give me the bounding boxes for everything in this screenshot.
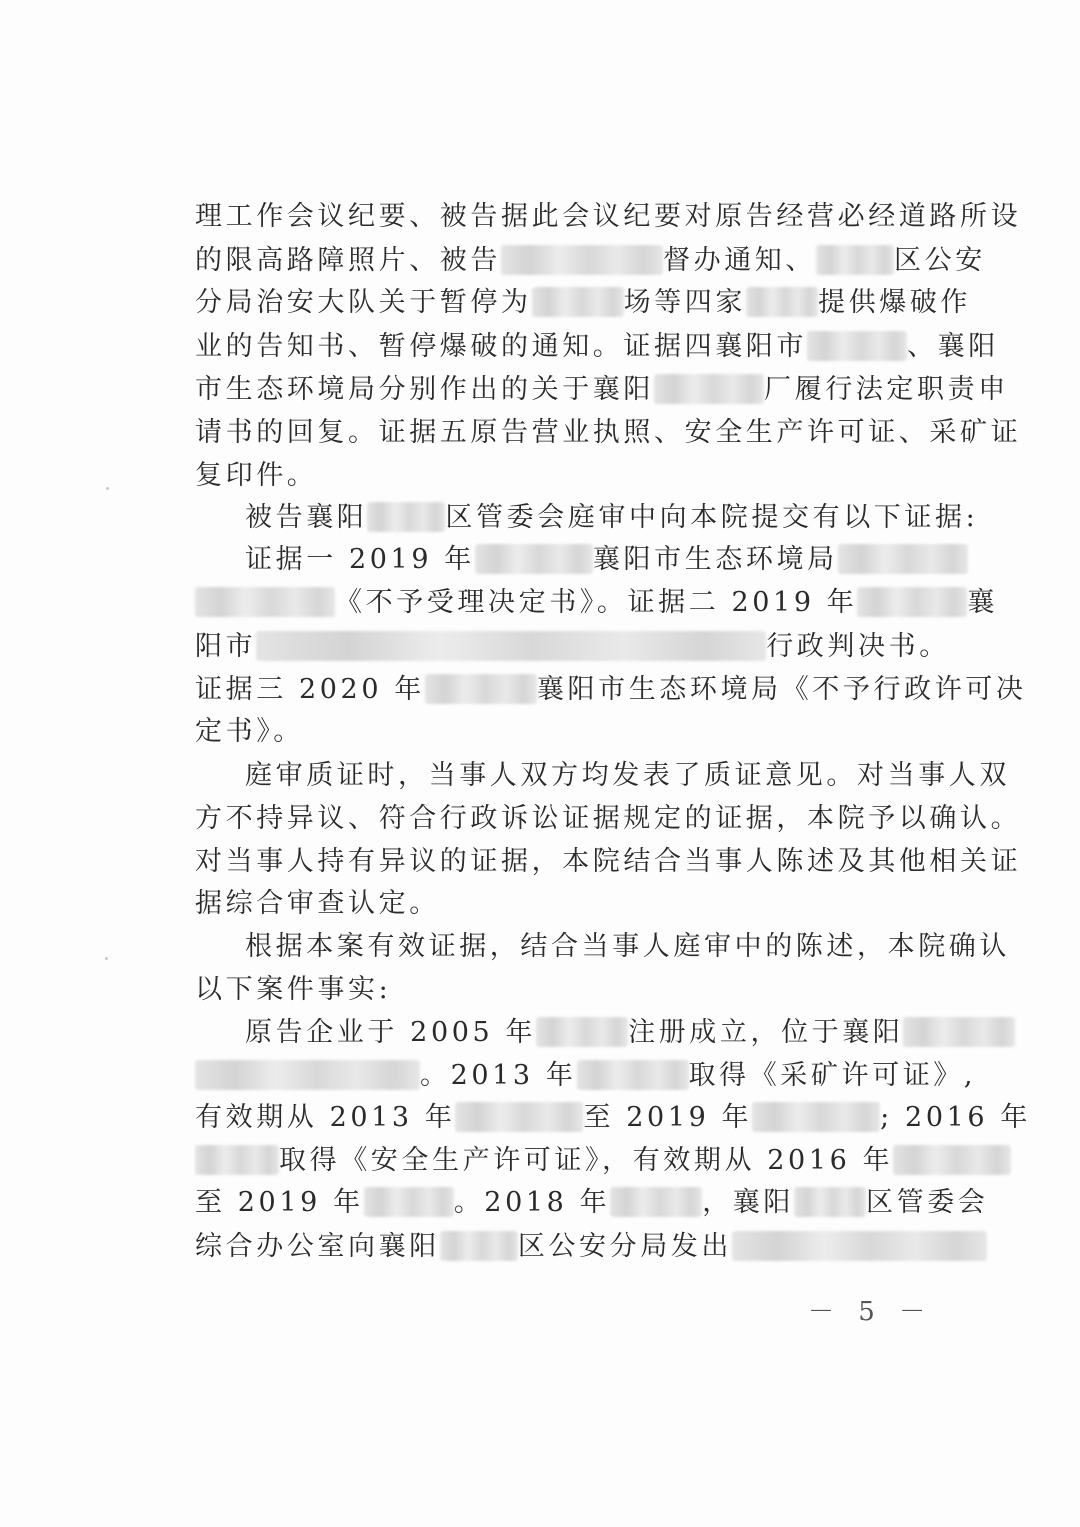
text-line: 方不持异议、符合行政诉讼证据规定的证据，本院予以确认。 [195,803,1022,834]
redaction-block [893,1145,1011,1175]
redaction-block [903,1017,1015,1047]
text-line: 业的告知书、暂停爆破的通知。证据四襄阳市 、襄阳 [195,331,999,362]
redaction-block [752,1102,880,1132]
redaction-block [816,245,894,275]
text-line: 至 2019 年 。2018 年 ，襄阳 区管委会 [195,1187,989,1218]
text-line: 据综合审查认定。 [195,888,440,919]
text-line: 根据本案有效证据，结合当事人庭审中的陈述，本院确认 [245,931,1010,962]
text-line: 取得《安全生产许可证》，有效期从 2016 年 [195,1139,915,1183]
redaction-block [732,1231,987,1261]
redaction-block [807,331,907,361]
redaction-block [256,631,766,661]
text-line: 有效期从 2013 年 至 2019 年 ; 2016 年 [195,1102,1031,1133]
redaction-block [195,587,335,617]
text-line: 理工作会议纪要、被告据此会议纪要对原告经营必经道路所设 [195,201,1022,232]
text-line: 以下案件事实: [195,974,392,1005]
redaction-block [857,587,967,617]
text-line: 庭审质证时，当事人双方均发表了质证意见。对当事人双 [245,760,1010,791]
text-line: 市生态环境局分别作出的关于襄阳 厂履行法定职责申 [195,374,1009,405]
redaction-block [532,287,624,317]
text-line: 原告企业于 2005 年 注册成立，位于襄阳 [245,1011,915,1055]
text-line: 证据三 2020 年 襄阳市生态环境局《不予行政许可决 [195,674,1027,705]
text-line: 被告襄阳 区管委会庭审中向本院提交有以下证据: [245,502,979,533]
redaction-block [367,502,445,532]
text-line: 的限高路障照片、被告 督办通知、 区公安 [195,245,986,276]
redaction-block [364,1187,454,1217]
redaction-block [195,1145,279,1175]
redaction-block [794,1187,866,1217]
redaction-block [536,1017,628,1047]
redaction-block [838,544,968,574]
redaction-block [577,1060,689,1090]
redaction-block [475,544,593,574]
text-line: 《不予受理决定书》。证据二 2019 年 襄 [195,581,915,625]
redaction-block [440,1231,518,1261]
redaction-block [654,374,764,404]
text-line: 复印件。 [195,460,318,491]
text-line: 。2013 年 取得《采矿许可证》, [195,1054,915,1098]
text-line: 综合办公室向襄阳 区公安分局发出 [195,1225,915,1269]
scan-speck [106,487,109,490]
text-line: 对当事人持有异议的证据，本院结合当事人陈述及其他相关证 [195,846,1022,877]
text-line: 阳市 行政判决书。 [195,631,950,662]
redaction-block [610,1187,702,1217]
page-number: － 5 － [808,1297,934,1327]
scan-speck [105,957,108,960]
redaction-block [425,674,537,704]
text-line: 证据一 2019 年 襄阳市生态环境局 [245,538,915,582]
redaction-block [501,245,663,275]
redaction-block [455,1102,583,1132]
redaction-block [195,1060,420,1090]
redaction-block [746,287,818,317]
text-line: 分局治安大队关于暂停为 场等四家 提供爆破作 [195,287,972,318]
text-line: 请书的回复。证据五原告营业执照、安全生产许可证、采矿证 [195,417,1022,448]
text-line: 定书》。 [195,716,304,747]
